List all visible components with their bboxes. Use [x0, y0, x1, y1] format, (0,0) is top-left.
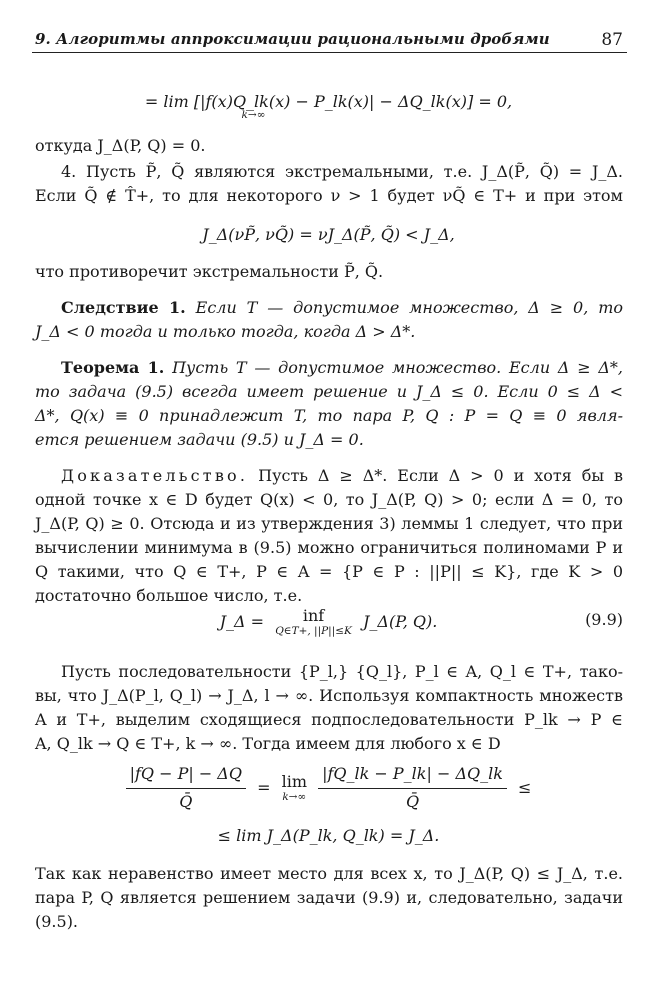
- le-sign: ≤: [518, 777, 532, 797]
- seq-text2: вы, что J_Δ(P_l, Q_l) → J_Δ, l → ∞. Используя компактность множеств: [35, 686, 623, 705]
- theorem-text2: то задача (9.5) всегда имеет решение и J_Δ ≤ 0. Если 0 ≤ Δ <: [35, 382, 623, 401]
- header-title: 9. Алгоритмы аппроксимации рациональными дробями: [35, 30, 550, 48]
- formula-final-text: ≤ lim J_Δ(P_lk, Q_lk) = J_Δ.: [217, 826, 440, 845]
- proof-line4: [35, 536, 623, 561]
- lim-op: lim: [281, 772, 307, 792]
- corollary-text1: Если T — допустимое множество, Δ ≥ 0, то: [195, 298, 624, 317]
- theorem-text1: Пусть T — допустимое множество. Если Δ ≥ Δ*,: [172, 358, 623, 377]
- fraction-right-num: |fQ_lk − P_lk| − ΔQ_lk: [318, 764, 507, 789]
- theorem-line2: [35, 380, 623, 405]
- header-rule: [32, 52, 627, 53]
- proof-line2: [35, 488, 623, 513]
- theorem-line4: [35, 428, 623, 453]
- fraction-left-num: |fQ − P| − ΔQ: [126, 764, 246, 789]
- seq-line4: [35, 732, 623, 757]
- seq-line3: [35, 708, 623, 733]
- proof-line6: [35, 584, 623, 609]
- corollary-text2: J_Δ < 0 тогда и только тогда, когда Δ > Δ*.: [35, 322, 416, 341]
- fraction-left: [126, 764, 246, 813]
- equals-sign: =: [257, 777, 271, 797]
- fraction-right-den: Q̄: [405, 791, 420, 811]
- inf-sub: Q∈T+, ||P||≤K: [275, 625, 352, 637]
- equation-number: (9.9): [585, 610, 623, 629]
- fraction-right: [318, 764, 507, 813]
- formula-inf-operator: [275, 608, 352, 637]
- corollary-line2: [35, 320, 623, 345]
- whence-text: откуда J_Δ(P, Q) = 0.: [35, 136, 206, 155]
- item4-line1: [35, 160, 623, 185]
- final-text2: пара P, Q является решением задачи (9.9) и, следовательно, задачи: [35, 888, 623, 907]
- corollary-label: Следствие 1.: [61, 298, 186, 317]
- formula-nu-text: J_Δ(νP̃, νQ̃) = νJ_Δ(P̃, Q̃) < J_Δ,: [202, 225, 455, 244]
- theorem-line1: [35, 356, 623, 381]
- whence-line: [35, 134, 623, 159]
- proof-label: Доказательство.: [61, 466, 249, 485]
- inf-op: inf: [302, 606, 325, 625]
- item4-text1: 4. Пусть P̃, Q̃ являются экстремальными, т.е. J_Δ(P̃, Q̃) = J_Δ.: [61, 162, 623, 181]
- formula-limit-line: [0, 92, 657, 121]
- final-line2: [35, 886, 623, 911]
- fraction-left-den: Q̄: [179, 791, 193, 811]
- lim-operator: [282, 774, 307, 803]
- formula-fractions: [0, 764, 657, 813]
- item4-text2: Если Q̃ ∉ T̂+, то для некоторого ν > 1 будет νQ̃ ∈ T+ и при этом: [35, 186, 623, 205]
- seq-text4: A, Q_lk → Q ∈ T+, k → ∞. Тогда имеем для любого x ∈ D: [35, 734, 501, 753]
- contradiction-text: что противоречит экстремальности P̃, Q̃.: [35, 262, 384, 281]
- contradiction-line: [35, 260, 623, 285]
- formula-limit-sub: k→∞: [241, 109, 266, 121]
- theorem-text3: Δ*, Q(x) ≡ 0 принадлежит T, то пара P, Q : P = Q ≡ 0 явля-: [35, 406, 623, 425]
- formula-inf: [0, 608, 657, 637]
- proof-text3: J_Δ(P, Q) ≥ 0. Отсюда и из утверждения 3) леммы 1 следует, что при: [35, 514, 623, 533]
- proof-line3: [35, 512, 623, 537]
- formula-nu: [0, 225, 657, 244]
- proof-text1: Пусть Δ ≥ Δ*. Если Δ > 0 и хотя бы в: [258, 466, 623, 485]
- item4-line2: [35, 184, 623, 209]
- theorem-label: Теорема 1.: [61, 358, 165, 377]
- lim-sub: k→∞: [282, 791, 307, 804]
- final-line3: [35, 910, 623, 935]
- proof-text2: одной точке x ∈ D будет Q(x) < 0, то J_Δ(P, Q) > 0; если Δ = 0, то: [35, 490, 624, 509]
- formula-inf-right: J_Δ(P, Q).: [363, 611, 438, 631]
- formula-final: [0, 826, 657, 845]
- running-header: [0, 30, 657, 54]
- formula-inf-left: J_Δ =: [219, 611, 265, 631]
- seq-text3: A и T+, выделим сходящиеся подпоследовательности P_lk → P ∈: [35, 710, 623, 729]
- proof-text6: достаточно большое число, т.е.: [35, 586, 303, 605]
- seq-text1: Пусть последовательности {P_l,} {Q_l}, P_l ∈ A, Q_l ∈ T+, тако-: [61, 662, 623, 681]
- final-text3: (9.5).: [35, 912, 79, 931]
- page-number: 87: [601, 30, 623, 50]
- final-line1: [35, 862, 623, 887]
- proof-line5: [35, 560, 623, 585]
- formula-limit-end: = lim [|f(x)Q_lk(x) − P_lk(x)| − ΔQ_lk(x)] = 0,: [144, 92, 513, 111]
- proof-text4: вычислении минимума в (9.5) можно ограничиться полиномами P и: [35, 538, 623, 557]
- theorem-line3: [35, 404, 623, 429]
- corollary-line1: [35, 296, 623, 321]
- proof-line1: [35, 464, 623, 489]
- final-text1: Так как неравенство имеет место для всех x, то J_Δ(P, Q) ≤ J_Δ, т.е.: [35, 864, 623, 883]
- seq-line2: [35, 684, 623, 709]
- proof-text5: Q такими, что Q ∈ T+, P ∈ A = {P ∈ P : ||P|| ≤ K}, где K > 0: [35, 562, 623, 581]
- theorem-text4: ется решением задачи (9.5) и J_Δ = 0.: [35, 430, 364, 449]
- seq-line1: [35, 660, 623, 685]
